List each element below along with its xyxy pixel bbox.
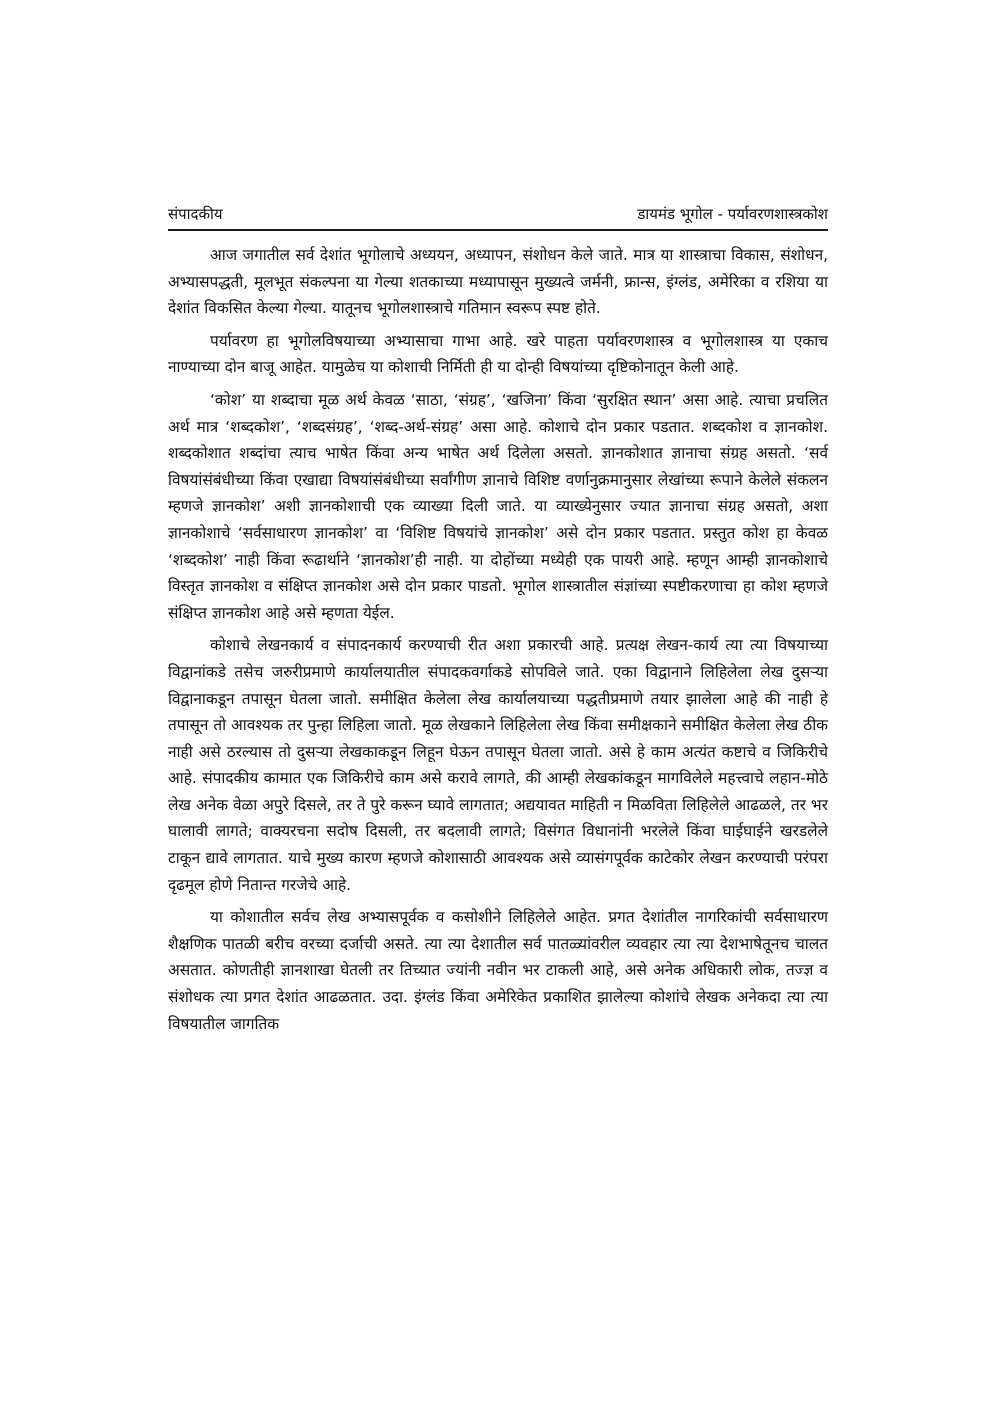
- paragraph: ‘कोश’ या शब्दाचा मूळ अर्थ केवळ ‘साठा, ‘संग्रह’, ‘खजिना’ किंवा ‘सुरक्षित स्थान’ असा आहे. त्याचा प्रचलित अर्थ मात्र ‘शब्दकोश’, ‘शब्दसंग्रह’, ‘शब्द-अर्थ-संग्रह’ असा आहे. कोशाचे दोन प्रकार पडतात. शब्दकोश व ज्ञानकोश. शब्दकोशात शब्दांचा त्याच भाषेत किंवा अन्य भाषेत अर्थ दिलेला असतो. ज्ञानकोशात ज्ञानाचा संग्रह असतो. ‘सर्व विषयांसंबंधीच्या किंवा एखाद्या विषयांसंबंधीच्या सर्वांगीण ज्ञानाचे विशिष्ट वर्णानुक्रमानुसार लेखांच्या रूपाने केलेले संकलन म्हणजे ज्ञानकोश’ अशी ज्ञानकोशाची एक व्याख्या दिली जाते. या व्याख्येनुसार ज्यात ज्ञानाचा संग्रह असतो, अशा ज्ञानकोशाचे ‘सर्वसाधारण ज्ञानकोश’ वा ‘विशिष्ट विषयांचे ज्ञानकोश’ असे दोन प्रकार पडतात. प्रस्तुत कोश हा केवळ ‘शब्दकोश’ नाही किंवा रूढार्थाने ‘ज्ञानकोश’ही नाही. या दोहोंच्या मध्येही एक पायरी आहे. म्हणून आम्ही ज्ञानकोशाचे विस्तृत ज्ञानकोश व संक्षिप्त ज्ञानकोश असे दोन प्रकार पाडतो. भूगोल शास्त्रातील संज्ञांच्या स्पष्टीकरणाचा हा कोश म्हणजे संक्षिप्त ज्ञानकोश आहे असे म्हणता येईल.: [168, 390, 829, 622]
- paragraph: कोशाचे लेखनकार्य व संपादनकार्य करण्याची रीत अशा प्रकारची आहे. प्रत्यक्ष लेखन-कार्य त्या त्या विषयाच्या विद्वानांकडे तसेच जरुरीप्रमाणे कार्यालयातील संपादकवर्गाकडे सोपविले जाते. एका विद्वानाने लिहिलेला लेख दुसऱ्या विद्वानाकडून तपासून घेतला जातो. समीक्षित केलेला लेख कार्यालयाच्या पद्धतीप्रमाणे तयार झालेला आहे की नाही हे तपासून तो आवश्यक तर पुन्हा लिहिला जातो. मूळ लेखकाने लिहिलेला लेख किंवा समीक्षकाने समीक्षित केलेला लेख ठीक नाही असे ठरल्यास तो दुसऱ्या लेखकाकडून लिहून घेऊन तपासून घेतला जातो. असे हे काम अत्यंत कष्टाचे व जिकिरीचे आहे. संपादकीय कामात एक जिकिरीचे काम असे करावे लागते, की आम्ही लेखकांकडून मागविलेले महत्त्वाचे लहान-मोठे लेख अनेक वेळा अपुरे दिसले, तर ते पुरे करून घ्यावे लागतात; अद्ययावत माहिती न मिळविता लिहिलेले आढळले, तर भर घालावी लागते; वाक्यरचना सदोष दिसली, तर बदलावी लागते; विसंगत विधानांनी भरलेले किंवा घाईघाईने खरडलेले टाकून द्यावे लागतात. याचे मुख्य कारण म्हणजे कोशासाठी आवश्यक असे व्यासंगपूर्वक काटेकोर लेखन करण्याची परंपरा दृढमूल होणे नितान्त गरजेचे आहे.: [168, 636, 828, 894]
- header-section-title: संपादकीय: [168, 205, 223, 223]
- paragraph: या कोशातील सर्वच लेख अभ्यासपूर्वक व कसोशीने लिहिलेले आहेत. प्रगत देशांतील नागरिकांची सर्वसाधारण शैक्षणिक पातळी बरीच वरच्या दर्जाची असते. त्या त्या देशातील सर्व पातळ्यांवरील व्यवहार त्या त्या देशभाषेतूनच चालत असतात. कोणतीही ज्ञानशाखा घेतली तर तिच्यात ज्यांनी नवीन भर टाकली आहे, असे अनेक अधिकारी लोक, तज्ज्ञ व संशोधक त्या प्रगत देशांत आढळतात. उदा. इंग्लंड किंवा अमेरिकेत प्रकाशित झालेल्या कोशांचे लेखक अनेकदा त्या त्या विषयातील जागतिक: [168, 908, 828, 1033]
- header-book-title: डायमंड भूगोल - पर्यावरणशास्त्रकोश: [637, 205, 828, 223]
- paragraph: आज जगातील सर्व देशांत भूगोलाचे अध्ययन, अध्यापन, संशोधन केले जाते. मात्र या शास्त्राचा विकास, संशोधन, अभ्यासपद्धती, मूलभूत संकल्पना या गेल्या शतकाच्या मध्यापासून मुख्यत्वे जर्मनी, फ्रान्स, इंग्लंड, अमेरिका व रशिया या देशांत विकसित केल्या गेल्या. यातूनच भूगोलशास्त्राचे गतिमान स्वरूप स्पष्ट होते.: [168, 246, 828, 318]
- running-header: [168, 195, 828, 231]
- body-text: [168, 242, 828, 1043]
- paragraph: पर्यावरण हा भूगोलविषयाच्या अभ्यासाचा गाभा आहे. खरे पाहता पर्यावरणशास्त्र व भूगोलशास्त्र या एकाच नाण्याच्या दोन बाजू आहेत. यामुळेच या कोशाची निर्मिती ही या दोन्ही विषयांच्या दृष्टिकोनातून केली आहे.: [168, 331, 828, 377]
